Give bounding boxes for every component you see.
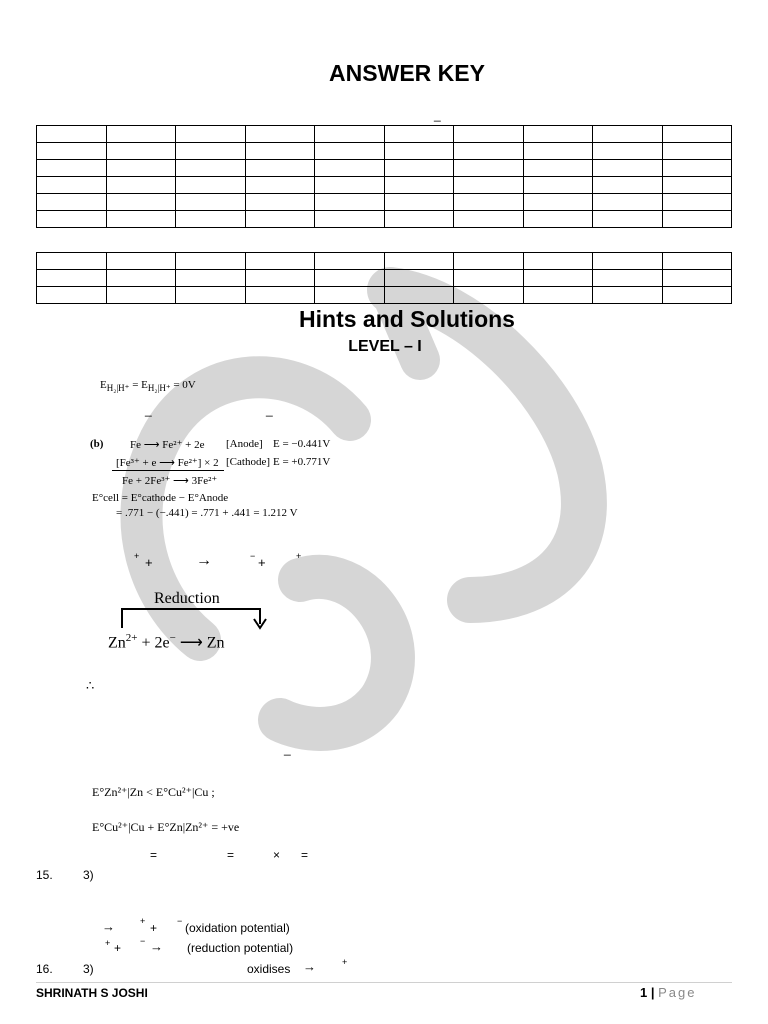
table-cell (523, 287, 593, 304)
table-cell (662, 126, 732, 143)
title-dash: _ (434, 108, 441, 122)
arrow: → (196, 552, 212, 569)
question-number: 16. (36, 962, 53, 976)
answer-key-table-1 (36, 125, 732, 228)
anode-role: [Anode] (226, 438, 263, 450)
table-cell (106, 211, 176, 228)
table-cell (384, 287, 454, 304)
net-reaction: Fe + 2Fe³⁺ ⟶ 3Fe²⁺ (122, 475, 218, 487)
table-row (37, 160, 732, 177)
table-cell (662, 211, 732, 228)
table-cell (523, 160, 593, 177)
table-cell (37, 126, 107, 143)
footer-rule (36, 982, 732, 983)
table-cell (454, 211, 524, 228)
plus-sign: + (150, 921, 158, 935)
hints-title: Hints and Solutions (299, 306, 515, 332)
question-number: 15. (36, 868, 53, 882)
table-row (37, 143, 732, 160)
table-row (37, 194, 732, 211)
table-cell (662, 253, 732, 270)
potential-comparison: E°Zn²⁺|Zn < E°Cu²⁺|Cu ; (92, 785, 215, 799)
table-cell (384, 177, 454, 194)
reduction-label: Reduction (154, 590, 220, 607)
table-cell (523, 253, 593, 270)
arrow: → (102, 919, 115, 934)
plus-superscript: + (296, 551, 302, 561)
minus-superscript: − (140, 936, 146, 946)
answer-label: (b) (90, 438, 104, 450)
table-row (37, 287, 732, 304)
arrow: → (150, 939, 163, 954)
table-cell (245, 160, 315, 177)
minus-superscript: − (250, 551, 256, 561)
table-row (37, 253, 732, 270)
table-cell (37, 143, 107, 160)
table-cell (315, 194, 385, 211)
oxidation-note: (oxidation potential) (185, 921, 290, 935)
table-cell (245, 143, 315, 160)
table-cell (245, 211, 315, 228)
table-cell (176, 177, 246, 194)
plus-superscript: + (105, 938, 111, 948)
page-title: ANSWER KEY (329, 60, 485, 86)
question-answer: 3) (83, 868, 94, 882)
table-cell (245, 194, 315, 211)
table-cell (106, 270, 176, 287)
cathode-role: [Cathode] (226, 456, 270, 468)
table-row (37, 126, 732, 143)
minus-superscript: − (177, 916, 183, 926)
table-cell (662, 270, 732, 287)
footer-page: 1 | Page (640, 985, 697, 1000)
level-heading: LEVEL – I (348, 338, 422, 355)
table-cell (176, 253, 246, 270)
table-cell (245, 270, 315, 287)
table-cell (523, 194, 593, 211)
equals-sign: = (150, 848, 158, 862)
table-cell (384, 194, 454, 211)
table-cell (37, 270, 107, 287)
table-cell (454, 270, 524, 287)
table-row (37, 270, 732, 287)
table-cell (176, 194, 246, 211)
table-cell (662, 194, 732, 211)
dash-mark: _ (266, 403, 273, 417)
table-cell (106, 287, 176, 304)
table-cell (106, 143, 176, 160)
table-cell (384, 160, 454, 177)
arrow: → (303, 959, 316, 974)
table-cell (245, 126, 315, 143)
sum-line (112, 470, 224, 471)
table-cell (176, 143, 246, 160)
table-cell (384, 253, 454, 270)
table-cell (106, 194, 176, 211)
table-cell (523, 126, 593, 143)
table-cell (454, 126, 524, 143)
table-cell (315, 177, 385, 194)
table-cell (384, 211, 454, 228)
table-cell (315, 253, 385, 270)
equals-sign: = (227, 848, 235, 862)
table-cell (593, 177, 663, 194)
table-cell (37, 287, 107, 304)
table-cell (245, 177, 315, 194)
table-cell (106, 253, 176, 270)
plus-sign: + (145, 555, 153, 570)
table-cell (593, 253, 663, 270)
table-row (37, 177, 732, 194)
table-cell (37, 211, 107, 228)
table-cell (176, 287, 246, 304)
table-cell (245, 253, 315, 270)
table-cell (384, 270, 454, 287)
equals-sign: = (301, 848, 309, 862)
table-cell (523, 211, 593, 228)
cell-potential-formula: E°cell = E°cathode − E°Anode (92, 492, 229, 504)
anode-reaction: Fe ⟶ Fe²⁺ + 2e (130, 439, 205, 451)
anode-potential: E = −0.441V (273, 438, 331, 450)
table-cell (454, 287, 524, 304)
table-row (37, 211, 732, 228)
potential-sum: E°Cu²⁺|Cu + E°Zn|Zn²⁺ = +ve (92, 820, 240, 834)
table-cell (245, 287, 315, 304)
table-cell (315, 160, 385, 177)
table-cell (176, 126, 246, 143)
therefore-symbol: ∴ (86, 678, 95, 693)
reduction-equation: $Zn^{2+} + 2e^-$ ⟶ Zn (108, 632, 225, 652)
table-cell (315, 126, 385, 143)
table-cell (315, 270, 385, 287)
plus-superscript: + (342, 957, 348, 967)
table-cell (593, 126, 663, 143)
table-cell (106, 126, 176, 143)
table-cell (37, 194, 107, 211)
table-cell (454, 160, 524, 177)
table-cell (176, 211, 246, 228)
table-cell (106, 177, 176, 194)
answer-key-table-2 (36, 252, 732, 304)
table-cell (37, 253, 107, 270)
reduction-bracket (118, 606, 268, 632)
table-cell (662, 177, 732, 194)
table-cell (37, 160, 107, 177)
table-cell (106, 160, 176, 177)
table-cell (454, 194, 524, 211)
table-cell (315, 287, 385, 304)
table-cell (384, 143, 454, 160)
table-cell (523, 143, 593, 160)
table-cell (593, 211, 663, 228)
table-cell (315, 211, 385, 228)
table-cell (454, 177, 524, 194)
cell-potential-value: = .771 − (−.441) = .771 + .441 = 1.212 V (116, 507, 298, 519)
dash-mark: _ (284, 742, 291, 756)
table-cell (37, 177, 107, 194)
plus-superscript: + (134, 551, 140, 561)
plus-superscript: + (140, 916, 146, 926)
table-cell (593, 143, 663, 160)
table-cell (523, 177, 593, 194)
plus-sign: + (258, 555, 266, 570)
table-cell (593, 160, 663, 177)
footer-author: SHRINATH S JOSHI (36, 986, 148, 1000)
table-cell (593, 194, 663, 211)
dash-mark: _ (145, 403, 152, 417)
question-answer: 3) (83, 962, 94, 976)
table-cell (315, 143, 385, 160)
oxidises-word: oxidises (247, 962, 291, 976)
equation-hydrogen-potential: $E_{H_2|H^+} = E_{H_2|H^+} = 0V$ (100, 379, 196, 394)
times-sign: × (273, 848, 281, 862)
cathode-potential: E = +0.771V (273, 456, 331, 468)
table-cell (593, 270, 663, 287)
plus-sign: + (114, 941, 122, 955)
table-cell (384, 126, 454, 143)
cathode-reaction: [Fe³⁺ + e ⟶ Fe²⁺] × 2 (116, 457, 219, 469)
table-cell (662, 160, 732, 177)
table-cell (176, 160, 246, 177)
table-cell (523, 270, 593, 287)
table-cell (454, 253, 524, 270)
table-cell (176, 270, 246, 287)
table-cell (662, 287, 732, 304)
reduction-note: (reduction potential) (187, 941, 294, 955)
table-cell (662, 143, 732, 160)
table-cell (593, 287, 663, 304)
table-cell (454, 143, 524, 160)
